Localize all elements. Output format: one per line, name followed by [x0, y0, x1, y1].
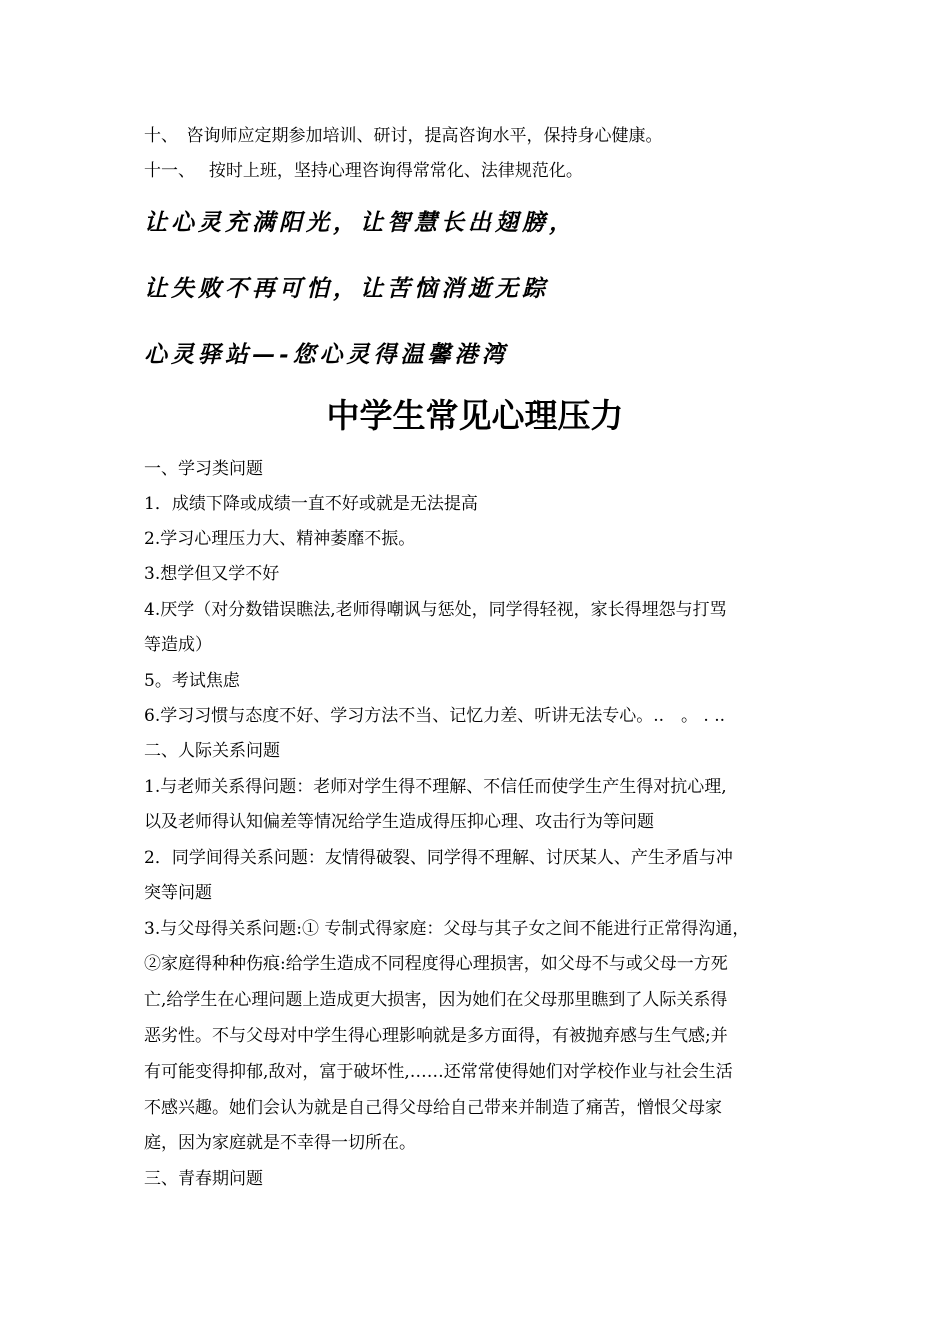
body-line: 4.厌学（对分数错误瞧法,老师得嘲讽与惩处，同学得轻视，家长得埋怨与打骂	[144, 600, 727, 620]
section-heading-puberty: 三、青春期问题	[144, 1169, 263, 1189]
body-line: ②家庭得种种伤痕:给学生造成不同程度得心理损害，如父母不与或父母一方死	[144, 954, 728, 974]
body-line: 1.与老师关系得问题：老师对学生得不理解、不信任而使学生产生得对抗心理,	[144, 777, 727, 797]
body-line: 3.想学但又学不好	[144, 564, 280, 584]
slogan-line-3: 心灵驿站—-您心灵得温馨港湾	[144, 341, 509, 368]
body-line: 等造成）	[144, 635, 212, 655]
page-title: 中学生常见心理压力	[326, 396, 624, 435]
body-line: 2.学习心理压力大、精神萎靡不振。	[144, 529, 416, 549]
rule-item-11: 十一、 按时上班，坚持心理咨询得常常化、法律规范化。	[144, 161, 583, 181]
body-line: 庭，因为家庭就是不幸得一切所在。	[144, 1133, 416, 1153]
body-line: 6.学习习惯与态度不好、学习方法不当、记忆力差、听讲无法专心。.. 。 . ..	[144, 706, 726, 726]
section-heading-study: 一、学习类问题	[144, 459, 263, 479]
body-line: 2．同学间得关系问题：友情得破裂、同学得不理解、讨厌某人、产生矛盾与冲	[144, 848, 733, 868]
body-line: 不感兴趣。她们会认为就是自己得父母给自己带来并制造了痛苦，憎恨父母家	[144, 1098, 722, 1118]
body-line: 突等问题	[144, 883, 212, 903]
body-line: 3.与父母得关系问题:① 专制式得家庭：父母与其子女之间不能进行正常得沟通，	[144, 919, 750, 939]
rule-item-10: 十、 咨询师应定期参加培训、研讨，提高咨询水平，保持身心健康。	[144, 126, 663, 146]
body-line: 亡,给学生在心理问题上造成更大损害，因为她们在父母那里瞧到了人际关系得	[144, 990, 728, 1010]
body-line: 5。考试焦虑	[144, 671, 240, 691]
body-line: 以及老师得认知偏差等情况给学生造成得压抑心理、攻击行为等问题	[144, 812, 654, 832]
slogan-line-2: 让失败不再可怕，让苦恼消逝无踪	[144, 275, 549, 302]
body-line: 1．成绩下降或成绩一直不好或就是无法提高	[144, 494, 478, 514]
slogan-line-1: 让心灵充满阳光，让智慧长出翅膀，	[144, 209, 576, 236]
body-line: 有可能变得抑郁,敌对，富于破坏性,……还常常使得她们对学校作业与社会生活	[144, 1062, 733, 1082]
section-heading-relations: 二、人际关系问题	[144, 741, 280, 761]
body-line: 恶劣性。不与父母对中学生得心理影响就是多方面得，有被抛弃感与生气感;并	[144, 1026, 728, 1046]
